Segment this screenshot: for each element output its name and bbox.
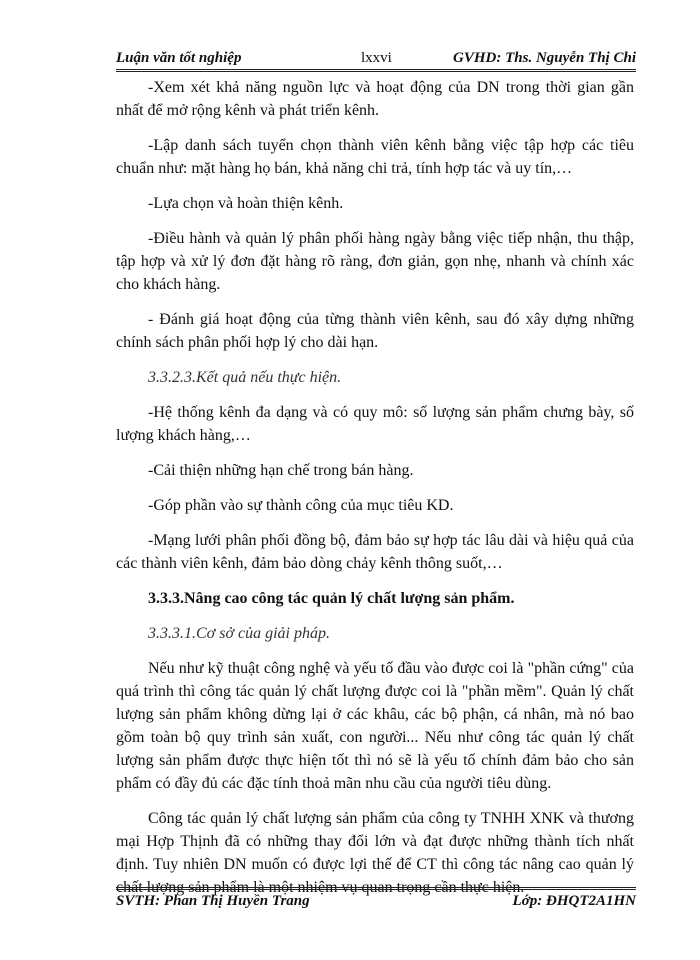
paragraph: -Xem xét khả năng nguồn lực và hoạt động của DN trong thời gian gần nhất để mở rộng kênh và phát triển kênh.: [116, 79, 634, 119]
paragraph: - Đánh giá hoạt động của từng thành viên kênh, sau đó xây dựng những chính sách phân phối hợp lý cho dài hạn.: [116, 311, 634, 351]
class-code: Lớp: ĐHQT2A1HN: [512, 893, 636, 909]
supervisor-name: GVHD: Ths. Nguyễn Thị Chi: [453, 50, 636, 66]
subsection-heading: 3.3.3.1.Cơ sở của giải pháp.: [148, 625, 330, 642]
document-body: [116, 76, 634, 911]
page-number: lxxvi: [361, 50, 392, 66]
paragraph: Nếu như kỹ thuật công nghệ và yếu tố đầu vào được coi là "phần cứng" của quá trình thì công tác quản lý chất lượng được coi là "phần mềm". Quản lý chất lượng sản phẩm không dừng lại ở các khâu, các bộ phận, cá nhân, mà nó bao gồm toàn bộ quy trình sản xuất, con người... Nếu như công tác quản lý chất lượng sản phẩm được thực hiện tốt thì nó sẽ là yếu tố chính đảm bảo cho sản phẩm có đầy đủ các đặc tính thoả mãn nhu cầu của người tiêu dùng.: [116, 660, 634, 792]
header-divider: [116, 69, 636, 72]
paragraph: -Điều hành và quản lý phân phối hàng ngày bằng việc tiếp nhận, thu thập, tập hợp và xử lý đơn đặt hàng rõ ràng, đơn giản, gọn nhẹ, nhanh và chính xác cho khách hàng.: [116, 230, 634, 293]
page-footer: [116, 893, 636, 913]
thesis-title: Luận văn tốt nghiệp: [116, 50, 242, 66]
paragraph: -Góp phần vào sự thành công của mục tiêu KD.: [148, 497, 454, 514]
page-header: [116, 50, 636, 70]
student-name: SVTH: Phan Thị Huyền Trang: [116, 893, 310, 909]
paragraph: -Cải thiện những hạn chế trong bán hàng.: [148, 462, 414, 479]
paragraph: -Lựa chọn và hoàn thiện kênh.: [148, 195, 344, 212]
paragraph: -Lập danh sách tuyển chọn thành viên kênh bằng việc tập hợp các tiêu chuẩn như: mặt hàng họ bán, khả năng chi trả, tính hợp tác và uy tín,…: [116, 137, 634, 177]
paragraph: Công tác quản lý chất lượng sản phẩm của công ty TNHH XNK và thương mại Hợp Thịnh đã có những thay đổi lớn và đạt được những thành tích nhất định. Tuy nhiên DN muốn có được lợi thế để CT thì công tác nâng cao quản lý chất lượng sản phẩm là một nhiệm vụ quan trọng cần thực hiện.: [116, 810, 634, 896]
paragraph: -Mạng lưới phân phối đồng bộ, đảm bảo sự hợp tác lâu dài và hiệu quả của các thành viên kênh, đảm bảo dòng chảy kênh thông suốt,…: [116, 532, 634, 572]
paragraph: -Hệ thống kênh đa dạng và có quy mô: số lượng sản phẩm chưng bày, số lượng khách hàng,…: [116, 404, 634, 444]
footer-divider: [116, 887, 636, 890]
section-heading: 3.3.3.Nâng cao công tác quản lý chất lượng sản phẩm.: [148, 590, 515, 607]
subsection-heading: 3.3.2.3.Kết quả nếu thực hiện.: [148, 369, 342, 386]
